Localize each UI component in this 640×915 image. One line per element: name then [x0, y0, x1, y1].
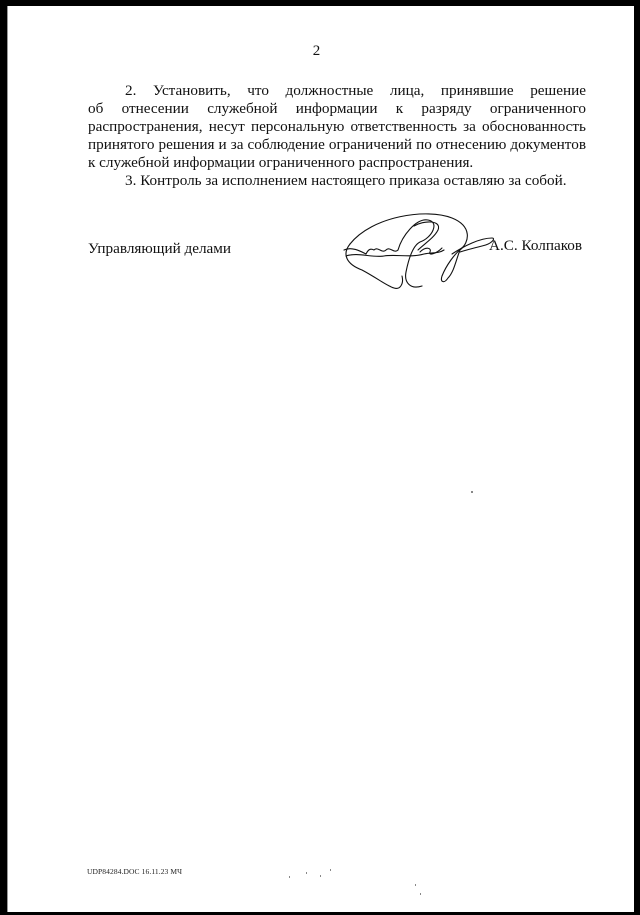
scan-speck: [289, 876, 290, 878]
scan-speck: [320, 875, 321, 877]
signer-position: Управляющий делами: [88, 240, 232, 257]
scan-speck: [415, 884, 416, 886]
paragraph-2-line-5: к служебной информации ограниченного распространения.: [88, 154, 474, 171]
scan-speck: [471, 491, 473, 493]
paragraph-2-line-3: распространения, несут персональную ответственность за обоснованность: [88, 118, 586, 135]
paragraph-3: 3. Контроль за исполнением настоящего приказа оставляю за собой.: [125, 172, 567, 189]
paragraph-2-line-2: об отнесении служебной информации к разряду ограниченного: [88, 100, 586, 117]
scan-speck: [420, 893, 421, 895]
scan-speck: [306, 872, 307, 874]
page-number: 2: [312, 43, 321, 59]
scan-speck: [330, 869, 331, 871]
page-edge-left: [7, 6, 8, 912]
document-body: [88, 82, 586, 190]
signature-block: [7, 206, 634, 296]
signature-icon: [332, 206, 497, 291]
paragraph-2: [88, 82, 586, 172]
signer-name: А.С. Колпаков: [489, 237, 583, 254]
paragraph-2-line-4: принятого решения и за соблюдение ограничений по отнесению документов: [88, 136, 586, 153]
document-page: [7, 6, 634, 912]
paragraph-2-line-1: 2. Установить, что должностные лица, принявшие решение: [125, 82, 586, 99]
document-footer-code: UDP84284.DOC 16.11.23 МЧ: [87, 867, 183, 876]
